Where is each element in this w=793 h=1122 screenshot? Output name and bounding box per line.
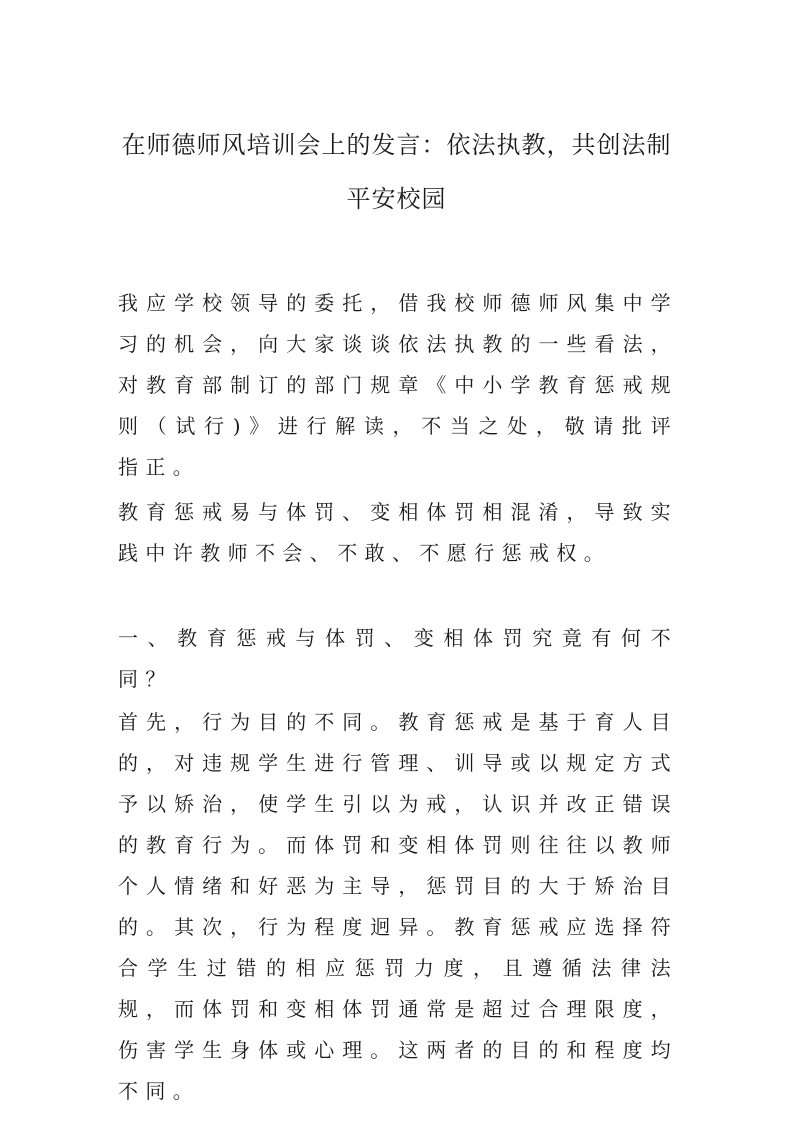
paragraph-introduction: 我应学校领导的委托，借我校师德师风集中学习的机会，向大家谈谈依法执教的一些看法，对教育部制订的部门规章《中小学教育惩戒规则（试行)》进行解读，不当之处，敬请批评指正。 <box>118 291 678 479</box>
document-title: 在师德师风培训会上的发言：依法执教，共创法制平安校园 <box>121 131 672 213</box>
section-heading-1: 一、教育惩戒与体罚、变相体罚究竟有何不同？ <box>118 626 678 691</box>
paragraph-differences: 首先，行为目的不同。教育惩戒是基于育人目的，对违规学生进行管理、训导或以规定方式予以矫治，使学生引以为戒，认识并改正错误的教育行为。而体罚和变相体罚则往往以教师个人情绪和好恶为主导，惩罚目的大于矫治目的。其次，行为程度迥异。教育惩戒应选择符合学生过错的相应惩罚力度，且遵循法律法规，而体罚和变相体罚通常是超过合理限度，伤害学生身体或心理。这两者的目的和程度均不同。 <box>118 710 678 1103</box>
paragraph-problem-statement: 教育惩戒易与体罚、变相体罚相混淆，导致实践中许教师不会、不敢、不愿行惩戒权。 <box>118 500 678 565</box>
